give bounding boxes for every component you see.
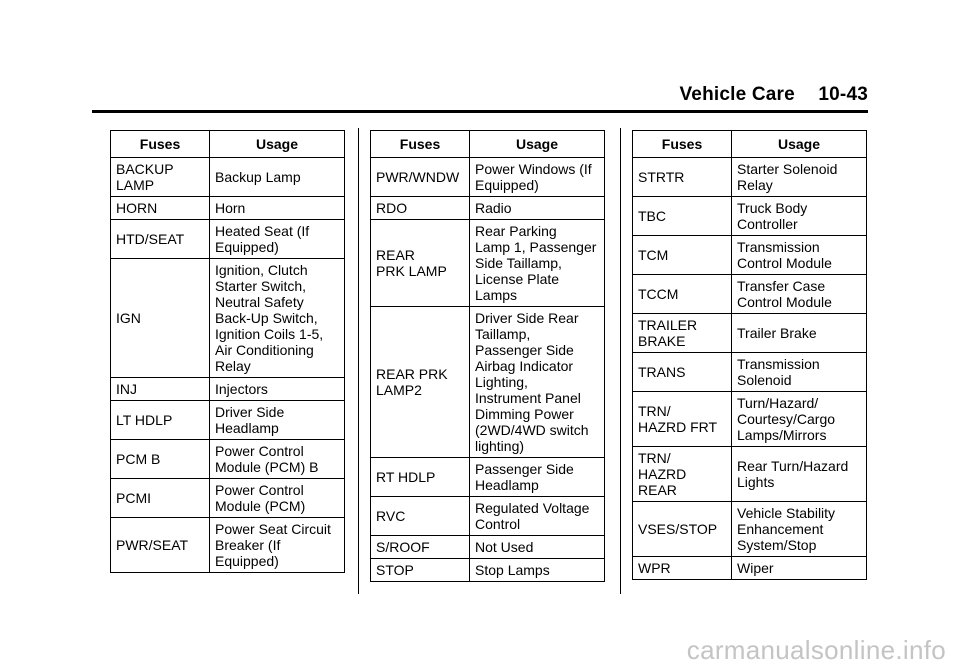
- fuse-name-cell: TCCM: [633, 275, 732, 314]
- table-row: [111, 259, 345, 378]
- fuse-name-cell: RDO: [371, 197, 470, 220]
- usage-cell: Stop Lamps: [470, 559, 605, 582]
- table-row: [633, 314, 867, 353]
- fuse-table-3: [632, 130, 867, 580]
- fuse-name-cell: HTD/SEAT: [111, 220, 210, 259]
- fuse-name-cell: TRN/ HAZRD REAR: [633, 447, 732, 502]
- table-row: [371, 197, 605, 220]
- fuse-name-cell: HORN: [111, 197, 210, 220]
- fuse-name-cell: PWR/WNDW: [371, 158, 470, 197]
- fuse-name-cell: LT HDLP: [111, 401, 210, 440]
- table-row: [111, 401, 345, 440]
- header-rule: [92, 110, 868, 113]
- fuse-name-cell: INJ: [111, 378, 210, 401]
- fuse-name-cell: TRN/ HAZRD FRT: [633, 392, 732, 447]
- fuse-name-cell: BACKUP LAMP: [111, 158, 210, 197]
- fuse-name-cell: STOP: [371, 559, 470, 582]
- usage-cell: Turn/Hazard/ Courtesy/Cargo Lamps/Mirrors: [732, 392, 867, 447]
- usage-column-header: Usage: [732, 131, 867, 158]
- column-divider-1: [358, 128, 359, 594]
- fuse-table-1: [110, 130, 345, 573]
- fuse-name-cell: STRTR: [633, 158, 732, 197]
- usage-cell: Rear Turn/Hazard Lights: [732, 447, 867, 502]
- fuse-name-cell: RVC: [371, 497, 470, 536]
- usage-cell: Power Windows (If Equipped): [470, 158, 605, 197]
- fuse-name-cell: TCM: [633, 236, 732, 275]
- usage-cell: Not Used: [470, 536, 605, 559]
- usage-cell: Transfer Case Control Module: [732, 275, 867, 314]
- table-row: [111, 158, 345, 197]
- usage-cell: Driver Side Rear Taillamp, Passenger Side Airbag Indicator Lighting, Instrument Panel Dimming Power (2WD/4WD switch lighting): [470, 307, 605, 458]
- table-row: [633, 502, 867, 557]
- table-row: [111, 378, 345, 401]
- usage-cell: Driver Side Headlamp: [210, 401, 345, 440]
- fuse-name-cell: WPR: [633, 557, 732, 580]
- section-title: Vehicle Care: [679, 84, 795, 105]
- fuse-name-cell: VSES/STOP: [633, 502, 732, 557]
- fuse-name-cell: S/ROOF: [371, 536, 470, 559]
- fuse-name-cell: TRAILER BRAKE: [633, 314, 732, 353]
- table-row: [371, 559, 605, 582]
- column-divider-2: [620, 128, 621, 594]
- table-header-row: [111, 131, 345, 158]
- table-row: [371, 497, 605, 536]
- fuse-name-cell: IGN: [111, 259, 210, 378]
- table-row: [371, 536, 605, 559]
- table-row: [633, 447, 867, 502]
- usage-column-header: Usage: [210, 131, 345, 158]
- table-row: [111, 518, 345, 573]
- usage-cell: Vehicle Stability Enhancement System/Stop: [732, 502, 867, 557]
- table-row: [111, 479, 345, 518]
- page-header: [679, 84, 868, 106]
- table-row: [111, 440, 345, 479]
- usage-cell: Power Control Module (PCM) B: [210, 440, 345, 479]
- table-row: [633, 275, 867, 314]
- usage-cell: Transmission Solenoid: [732, 353, 867, 392]
- usage-cell: Starter Solenoid Relay: [732, 158, 867, 197]
- usage-cell: Wiper: [732, 557, 867, 580]
- usage-cell: Radio: [470, 197, 605, 220]
- fuses-column-header: Fuses: [111, 131, 210, 158]
- usage-cell: Regulated Voltage Control: [470, 497, 605, 536]
- table-row: [633, 236, 867, 275]
- fuse-name-cell: PCM B: [111, 440, 210, 479]
- usage-cell: Trailer Brake: [732, 314, 867, 353]
- table-row: [633, 197, 867, 236]
- fuse-name-cell: REAR PRK LAMP2: [371, 307, 470, 458]
- fuse-name-cell: TBC: [633, 197, 732, 236]
- table-row: [371, 158, 605, 197]
- table-row: [111, 220, 345, 259]
- fuse-name-cell: REAR PRK LAMP: [371, 220, 470, 307]
- usage-cell: Rear Parking Lamp 1, Passenger Side Taillamp, License Plate Lamps: [470, 220, 605, 307]
- fuse-name-cell: RT HDLP: [371, 458, 470, 497]
- usage-cell: Passenger Side Headlamp: [470, 458, 605, 497]
- table-row: [633, 158, 867, 197]
- fuse-name-cell: PCMI: [111, 479, 210, 518]
- usage-cell: Power Control Module (PCM): [210, 479, 345, 518]
- usage-cell: Backup Lamp: [210, 158, 345, 197]
- table-row: [111, 197, 345, 220]
- watermark: carmanualsonline.info: [686, 635, 946, 665]
- fuses-column-header: Fuses: [371, 131, 470, 158]
- table-row: [633, 557, 867, 580]
- usage-cell: Power Seat Circuit Breaker (If Equipped): [210, 518, 345, 573]
- table-row: [371, 458, 605, 497]
- table-row: [633, 353, 867, 392]
- usage-cell: Horn: [210, 197, 345, 220]
- usage-cell: Heated Seat (If Equipped): [210, 220, 345, 259]
- fuse-name-cell: TRANS: [633, 353, 732, 392]
- table-header-row: [633, 131, 867, 158]
- table-header-row: [371, 131, 605, 158]
- usage-cell: Injectors: [210, 378, 345, 401]
- table-row: [371, 307, 605, 458]
- table-row: [633, 392, 867, 447]
- fuses-column-header: Fuses: [633, 131, 732, 158]
- usage-cell: Ignition, Clutch Starter Switch, Neutral Safety Back-Up Switch, Ignition Coils 1-5, Air Conditioning Relay: [210, 259, 345, 378]
- fuse-name-cell: PWR/SEAT: [111, 518, 210, 573]
- page-number: 10-43: [818, 84, 868, 105]
- usage-column-header: Usage: [470, 131, 605, 158]
- usage-cell: Transmission Control Module: [732, 236, 867, 275]
- table-row: [371, 220, 605, 307]
- fuse-table-2: [370, 130, 605, 582]
- usage-cell: Truck Body Controller: [732, 197, 867, 236]
